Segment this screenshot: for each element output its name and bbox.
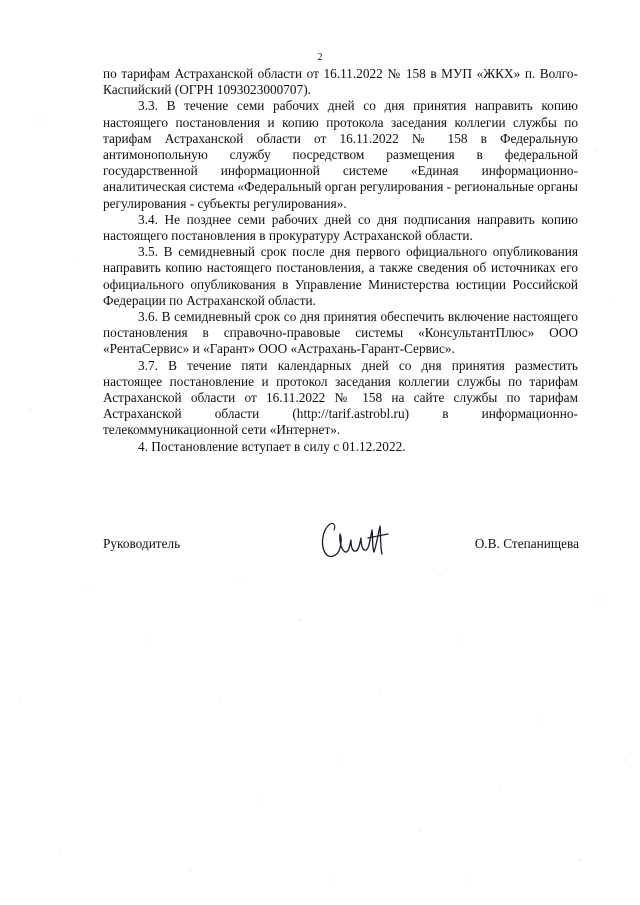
page-number: 2	[317, 52, 323, 63]
handwritten-signature	[316, 516, 394, 562]
paragraph-continuation: по тарифам Астраханской области от 16.11.2022 № 158 в МУП «ЖКХ» п. Волго-Каспийский (ОГРН 1093023000707).	[103, 66, 578, 98]
paragraph-3-7: 3.7. В течение пяти календарных дней со дня принятия разместить настоящее постановление и протокол заседания коллегии службы по тарифам Астраханской области от 16.11.2022 № 158 на сайте службы по тарифам Астраханской области (http://tarif.astrobl.ru) в информационно-телекоммуникационной сети «Интернет».	[103, 357, 578, 438]
paragraph-3-6: 3.6. В семидневный срок со дня принятия обеспечить включение настоящего постановления в справочно-правовые системы «КонсультантПлюс» ООО «РентаСервис» и «Гарант» ООО «Астрахань-Гарант-Сервис».	[103, 309, 578, 357]
paragraph-4: 4. Постановление вступает в силу с 01.12.2022.	[138, 438, 406, 454]
paragraph-3-4: 3.4. Не позднее семи рабочих дней со дня подписания направить копию настоящего постановления в прокуратуру Астраханской области.	[103, 211, 578, 244]
signatory-name: О.В. Степанищева	[474, 536, 579, 551]
signatory-position: Руководитель	[103, 536, 181, 551]
paragraph-3-3: 3.3. В течение семи рабочих дней со дня принятия направить копию настоящего постановления и копию протокола заседания коллегии службы по тарифам Астраханской области от 16.11.2022 № 158 в Федеральную антимонопольную службу посредством размещения в федеральной государственной информационной системе «Единая информационно-аналитическая система «Федеральный орган регулирования - региональные органы регулирования - субъекты регулирования».	[103, 98, 578, 211]
paragraph-3-5: 3.5. В семидневный срок после дня первого официального опубликования направить копию настоящего постановления, а также сведения об источниках его официального опубликования в Управление Министерства юстиции Российской Федерации по Астраханской области.	[103, 244, 578, 308]
document-body	[103, 66, 578, 455]
